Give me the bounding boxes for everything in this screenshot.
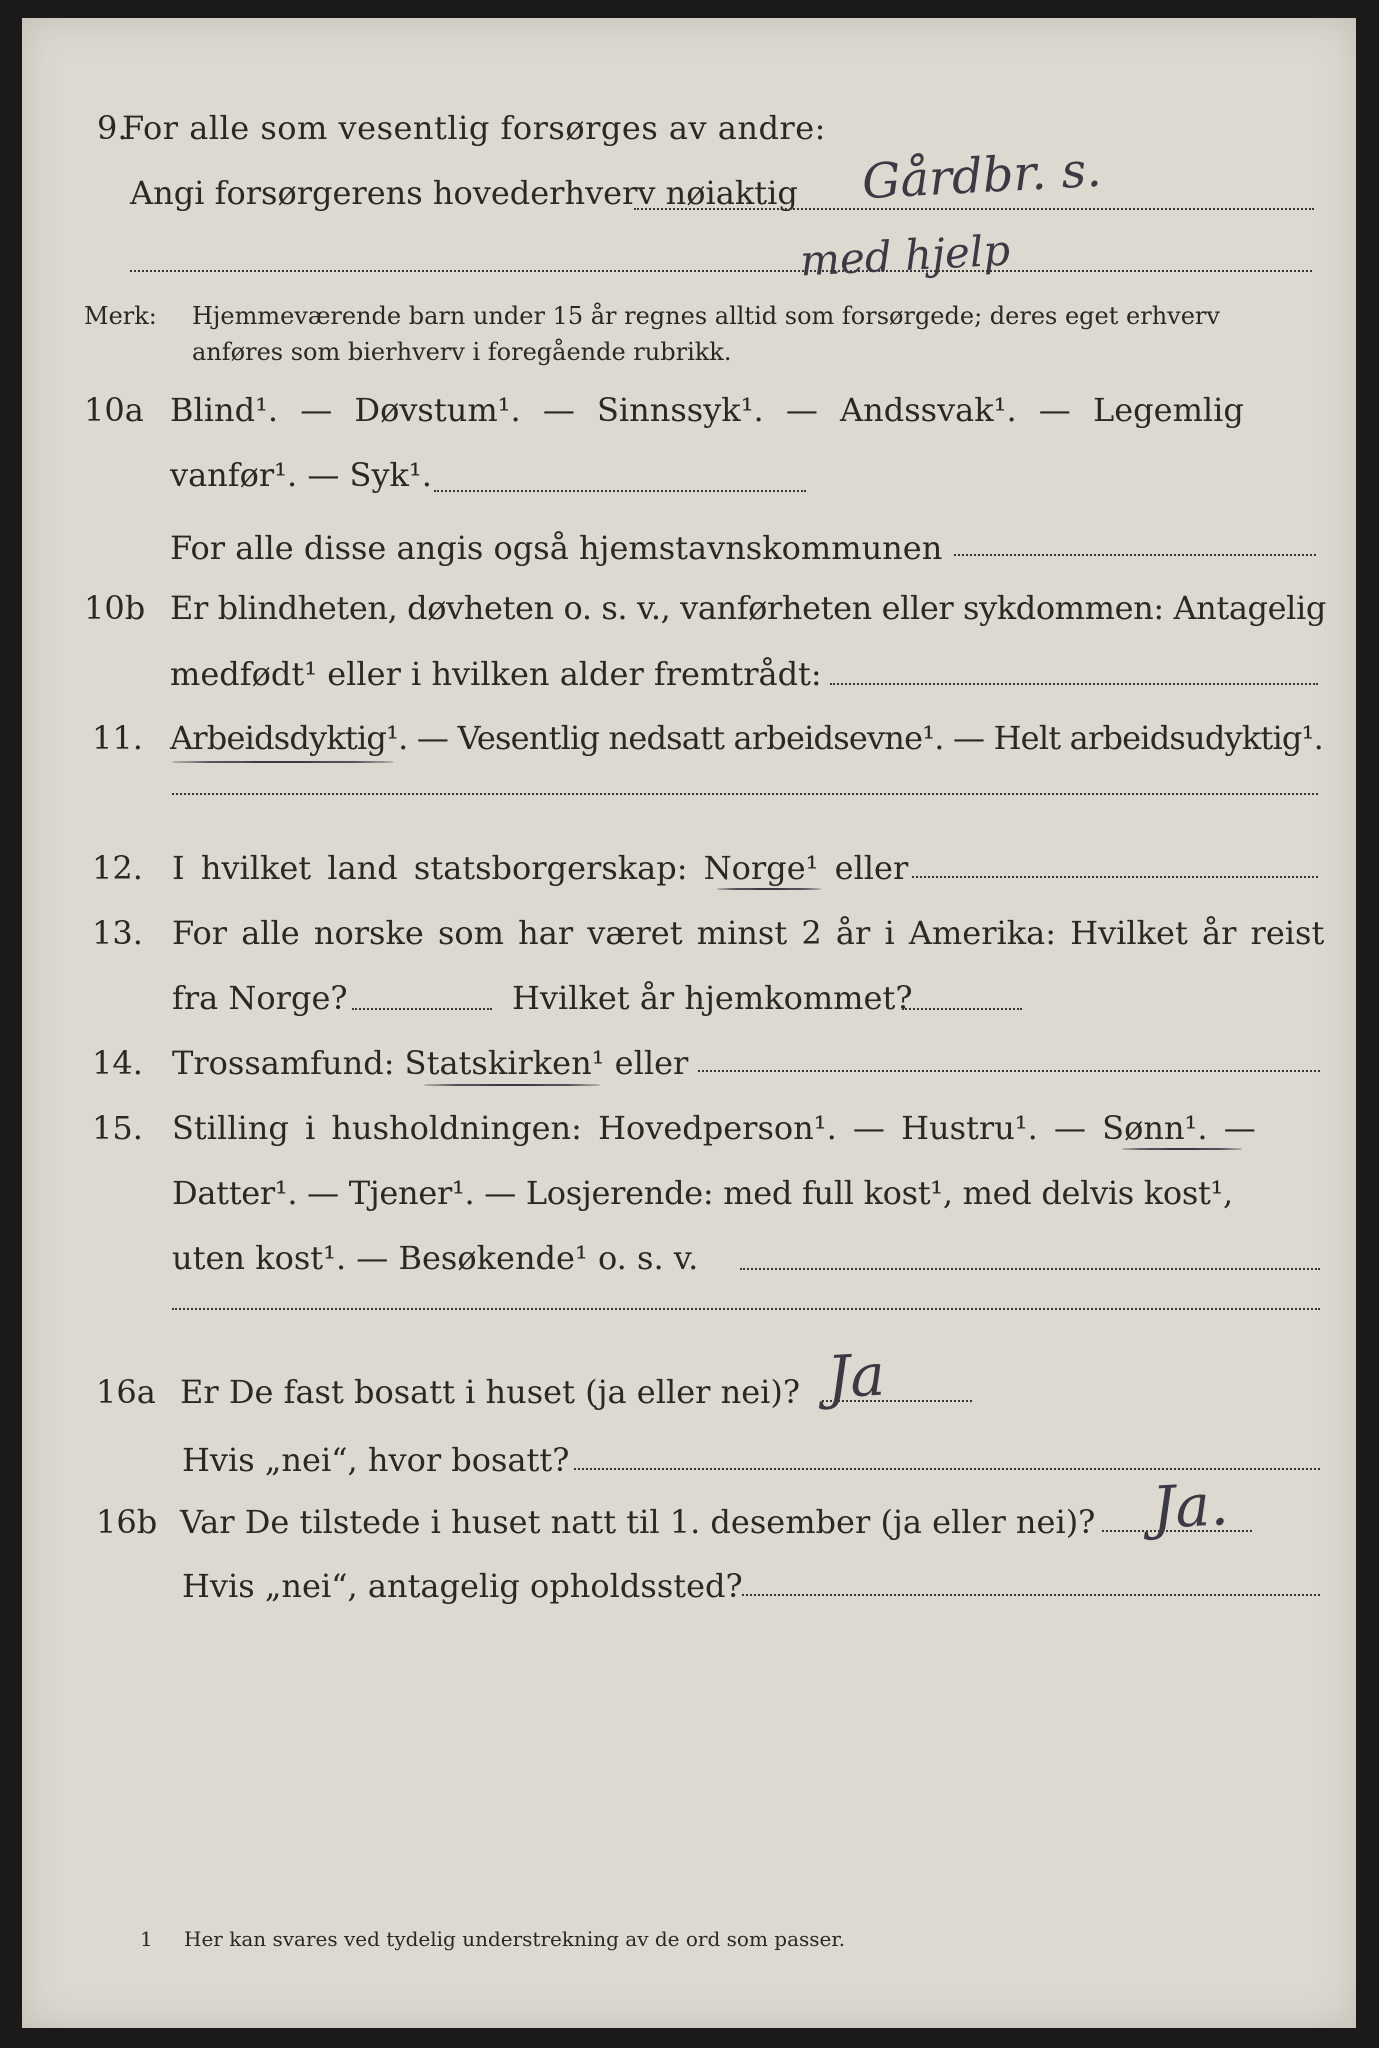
q13-text-line1: For alle norske som har været minst 2 år i Amerika: Hvilket år reist bbox=[172, 914, 1325, 952]
q14-answer-line bbox=[698, 1070, 1320, 1072]
q16a-text-line2: Hvis „nei“, hvor bosatt? bbox=[182, 1441, 570, 1479]
q12-text-line1: I hvilket land statsborgerskap: Norge¹ eller bbox=[172, 849, 909, 887]
q9-answer-line2 bbox=[130, 270, 1312, 272]
q14-number: 14. bbox=[92, 1044, 143, 1082]
q10a-text-line2: vanfør¹. — Syk¹. bbox=[170, 456, 432, 494]
q11-arbeidsdyktig-underline bbox=[172, 761, 394, 763]
q10a-number: 10a bbox=[84, 391, 144, 429]
q10b-answer-line bbox=[830, 683, 1318, 685]
merk-text-line2: anføres som bierhverv i foregående rubrikk. bbox=[192, 338, 732, 366]
q10a-text-line3: For alle disse angis også hjemstavnskommunen bbox=[170, 529, 943, 567]
q10a-syk-line bbox=[434, 490, 806, 492]
q9-answer-line1 bbox=[634, 208, 1314, 210]
q15-sonn-underline bbox=[1122, 1148, 1242, 1150]
q13-number: 13. bbox=[92, 914, 143, 952]
q16b-text-line2: Hvis „nei“, antagelig opholdssted? bbox=[182, 1567, 743, 1605]
q9-handwritten-answer1: Gårdbr. s. bbox=[860, 141, 1103, 211]
q15-text-line1: Stilling i husholdningen: Hovedperson¹. — Hustru¹. — Sønn¹. — bbox=[172, 1109, 1256, 1147]
q15-number: 15. bbox=[92, 1109, 143, 1147]
footnote-text: Her kan svares ved tydelig understrekning av de ord som passer. bbox=[184, 1927, 846, 1951]
q10a-text-line1: Blind¹. — Døvstum¹. — Sinnssyk¹. — Andssvak¹. — Legemlig bbox=[170, 391, 1244, 429]
q12-norge-underline bbox=[717, 888, 821, 890]
q16a-handwritten-answer: Ja bbox=[825, 1340, 887, 1412]
q16b-opholdssted-line bbox=[742, 1594, 1320, 1596]
q10b-number: 10b bbox=[84, 589, 146, 627]
q15-answer-line1 bbox=[740, 1268, 1320, 1270]
q10a-kommune-line bbox=[954, 554, 1316, 556]
q11-answer-line bbox=[172, 793, 1318, 795]
q11-text-line1: Arbeidsdyktig¹. — Vesentlig nedsatt arbeidsevne¹. — Helt arbeidsudyktig¹. bbox=[170, 719, 1323, 757]
q13-reist-line bbox=[352, 1008, 492, 1010]
q10b-text-line1: Er blindheten, døvheten o. s. v., vanførheten eller sykdommen: Antagelig bbox=[170, 589, 1326, 627]
merk-text-line1: Hjemmeværende barn under 15 år regnes alltid som forsørgede; deres eget erhverv bbox=[192, 302, 1220, 330]
q14-statskirken-underline bbox=[424, 1084, 600, 1086]
census-form-page bbox=[22, 18, 1356, 2028]
q16a-bosatt-line bbox=[574, 1468, 1320, 1470]
q12-number: 12. bbox=[92, 849, 143, 887]
q9-text-line1: For alle som vesentlig forsørges av andre: bbox=[122, 109, 826, 147]
merk-label: Merk: bbox=[84, 302, 157, 330]
q9-text-line2: Angi forsørgerens hovederhverv nøiaktig bbox=[130, 174, 798, 212]
q13-hjemkommet-line bbox=[902, 1008, 1022, 1010]
q16a-text-line1: Er De fast bosatt i huset (ja eller nei)? bbox=[180, 1373, 801, 1411]
q11-number: 11. bbox=[92, 719, 143, 757]
q14-text-line1: Trossamfund: Statskirken¹ eller bbox=[172, 1044, 689, 1082]
q10b-text-line2: medfødt¹ eller i hvilken alder fremtrådt: bbox=[170, 655, 822, 693]
q15-answer-line2 bbox=[172, 1308, 1320, 1310]
q16b-number: 16b bbox=[96, 1503, 158, 1541]
q9-handwritten-answer2: med hjelp bbox=[798, 225, 1012, 286]
q16b-handwritten-answer: Ja. bbox=[1150, 1470, 1231, 1542]
q12-answer-line bbox=[912, 876, 1318, 878]
q13-text-line2b: Hvilket år hjemkommet? bbox=[512, 979, 913, 1017]
q13-text-line2a: fra Norge? bbox=[172, 979, 348, 1017]
q15-text-line3: uten kost¹. — Besøkende¹ o. s. v. bbox=[172, 1239, 699, 1277]
q9-number: 9. bbox=[97, 109, 128, 147]
q15-text-line2: Datter¹. — Tjener¹. — Losjerende: med full kost¹, med delvis kost¹, bbox=[172, 1174, 1233, 1212]
footnote-mark: 1 bbox=[140, 1927, 153, 1951]
q16b-text-line1: Var De tilstede i huset natt til 1. desember (ja eller nei)? bbox=[180, 1503, 1096, 1541]
q16a-number: 16a bbox=[96, 1373, 156, 1411]
